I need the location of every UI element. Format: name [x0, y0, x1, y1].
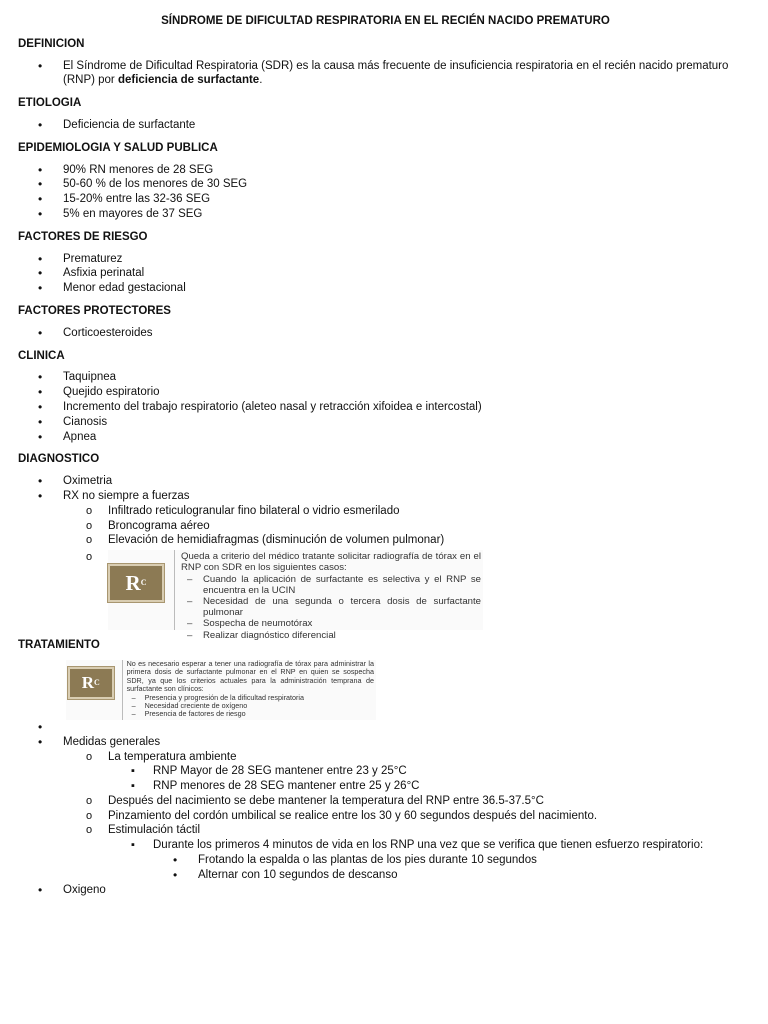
- diagnostico-list: [18, 474, 753, 641]
- rc-list-item-text: – Realizar diagnóstico diferencial: [181, 630, 481, 641]
- rc-badge-icon: o R C: [108, 564, 164, 602]
- list-item: • Corticoesteroides: [18, 326, 753, 341]
- definicion-bold: deficiencia de surfactante: [117, 74, 260, 87]
- clinica-list: [18, 370, 753, 444]
- rc-intro: No es necesario esperar a tener una radiografía de tórax para administrar la primera dosis de surfactante pulmonar en el RNP en quien se sospecha SDR, ya que los criterios actuales para la administración temprana de surfactante son clínicos:: [126, 658, 374, 694]
- list-item: • Quejido espiratorio: [18, 385, 753, 400]
- rc-list-item: [63, 550, 753, 641]
- document-page: [18, 14, 753, 897]
- list-item: • Menor edad gestacional: [18, 281, 753, 296]
- rc-list-item-text: – Presencia y progresión de la dificultad respiratoria: [127, 694, 374, 702]
- estimulacion-sublist: [108, 838, 753, 882]
- definicion-item: • El Síndrome de Dificultad Respiratoria (SDR) es la causa más frecuente de insuficiencia respiratoria en el recién nacido prematuro (RNP) por deficiencia de surfactante.: [18, 59, 753, 89]
- rc-intro: Queda a criterio del médico tratante solicitar radiografía de tórax en el RNP con SDR en los siguientes casos:: [181, 551, 481, 574]
- etiologia-list: [18, 118, 753, 133]
- heading-definicion: DEFINICION: [18, 37, 85, 50]
- rc-text: [174, 550, 483, 641]
- list-item: ▪ RNP menores de 28 SEG mantener entre 25 y 26°C: [108, 779, 753, 794]
- heading-riesgo: FACTORES DE RIESGO: [18, 230, 148, 243]
- heading-tratamiento: TRATAMIENTO: [18, 639, 100, 652]
- list-item: • RX no siempre a fuerzas o Infiltrado reticulogranular fino bilateral o vidrio esmerilado o Broncograma aéreo o Elevación de hemidiafragmas (disminución de volumen pulmonar) o R C Queda a criterio del médico tratante solicitar radiografía de tórax en el RNP con SDR en los siguientes casos: – Cuando la aplicación de surfactante es selectiva y el RNP se encuentra en la UCIN – Necesidad de una segunda o tercera dosis de surfactante pulmonar – Sospecha de neumotórax – Realizar diagnóstico diferencial: [18, 489, 753, 630]
- list-item: • Deficiencia de surfactante: [18, 118, 753, 133]
- list-item: o Elevación de hemidiafragmas (disminución de volumen pulmonar): [63, 533, 753, 548]
- list-item: • Apnea: [18, 430, 753, 445]
- rc-list: [181, 574, 481, 641]
- definicion-list: [18, 59, 753, 89]
- list-item: • 90% RN menores de 28 SEG: [18, 163, 753, 178]
- list-item: o Broncograma aéreo: [63, 519, 753, 534]
- medidas-sublist: [63, 750, 753, 883]
- rc-list: [127, 694, 374, 719]
- epidemiologia-list: [18, 163, 753, 222]
- list-item: o Después del nacimiento se debe mantener la temperatura del RNP entre 36.5-37.5°C: [63, 794, 753, 809]
- list-item: • Prematurez: [18, 252, 753, 267]
- list-item: • Frotando la espalda o las plantas de los pies durante 10 segundos: [153, 853, 753, 868]
- protectores-list: [18, 326, 753, 341]
- list-item: o Estimulación táctil ▪ Durante los primeros 4 minutos de vida en los RNP una vez que se verifica que tienen esfuerzo respiratorio: • Frotando la espalda o las plantas de los pies durante 10 segundos • Alternar con 10 segundos de descanso: [63, 823, 753, 882]
- list-item: ▪ RNP Mayor de 28 SEG mantener entre 23 y 25°C: [108, 764, 753, 779]
- heading-epidemiologia: EPIDEMIOLOGIA Y SALUD PUBLICA: [18, 141, 218, 154]
- list-item: • 15-20% entre las 32-36 SEG: [18, 192, 753, 207]
- list-item: o Infiltrado reticulogranular fino bilateral o vidrio esmerilado: [63, 504, 753, 519]
- rc-list-item-text: – Presencia de factores de riesgo: [127, 710, 374, 718]
- list-item: • Cianosis: [18, 415, 753, 430]
- empty-list-item: [18, 720, 753, 735]
- riesgo-list: [18, 252, 753, 296]
- tratamiento-list: [18, 720, 753, 898]
- list-item: • Alternar con 10 segundos de descanso: [153, 868, 753, 883]
- list-item: • Medidas generales o La temperatura ambiente ▪ RNP Mayor de 28 SEG mantener entre 23 y 25°C ▪ RNP menores de 28 SEG mantener entre 25 y 26°C o Después del nacimiento se debe mantener la temperatura del RNP entre 36.5-37.5°C o Pinzamiento del cordón umbilical se realice entre los 30 y 60 segundos después del nacimiento. o Estimulación táctil ▪ Durante los primeros 4 minutos de vida en los RNP una vez que se verifica que tienen esfuerzo respiratorio: • Frotando la espalda o las plantas de los pies durante 10 segundos • Alternar con 10 segundos de descanso: [18, 735, 753, 883]
- heading-diagnostico: DIAGNOSTICO: [18, 453, 100, 466]
- list-item: ▪ Durante los primeros 4 minutos de vida en los RNP una vez que se verifica que tienen esfuerzo respiratorio: • Frotando la espalda o las plantas de los pies durante 10 segundos • Alternar con 10 segundos de descanso: [108, 838, 753, 882]
- list-item: o Pinzamiento del cordón umbilical se realice entre los 30 y 60 segundos después del nacimiento.: [63, 809, 753, 824]
- rc-list-item-text: – Cuando la aplicación de surfactante es selectiva y el RNP se encuentra en la UCIN: [181, 574, 481, 596]
- heading-protectores: FACTORES PROTECTORES: [18, 304, 171, 317]
- heading-clinica: CLINICA: [18, 349, 65, 362]
- list-item: • Oxigeno: [18, 883, 753, 898]
- rc-recommendation-box: [66, 660, 376, 720]
- document-title: SÍNDROME DE DIFICULTAD RESPIRATORIA EN EL RECIÉN NACIDO PREMATURO: [161, 15, 610, 27]
- rc-badge-icon: R C: [68, 667, 114, 699]
- list-item: • 5% en mayores de 37 SEG: [18, 207, 753, 222]
- rx-sublist: [63, 504, 753, 641]
- rc-text: [122, 660, 376, 720]
- heading-etiologia: ETIOLOGIA: [18, 97, 82, 110]
- durante-sublist: [153, 853, 753, 883]
- list-item: • 50-60 % de los menores de 30 SEG: [18, 177, 753, 192]
- list-item: o La temperatura ambiente ▪ RNP Mayor de 28 SEG mantener entre 23 y 25°C ▪ RNP menores de 28 SEG mantener entre 25 y 26°C: [63, 750, 753, 794]
- temperatura-sublist: [108, 764, 753, 794]
- rc-list-item-text: – Necesidad de una segunda o tercera dosis de surfactante pulmonar: [181, 596, 481, 618]
- list-item: • Incremento del trabajo respiratorio (aleteo nasal y retracción xifoidea e intercostal): [18, 400, 753, 415]
- rc-list-item-text: – Sospecha de neumotórax: [181, 618, 481, 629]
- rc-list-item-text: – Necesidad creciente de oxígeno: [127, 702, 374, 710]
- list-item: • Taquipnea: [18, 370, 753, 385]
- list-item: • Asfixia perinatal: [18, 266, 753, 281]
- list-item: • Oximetria: [18, 474, 753, 489]
